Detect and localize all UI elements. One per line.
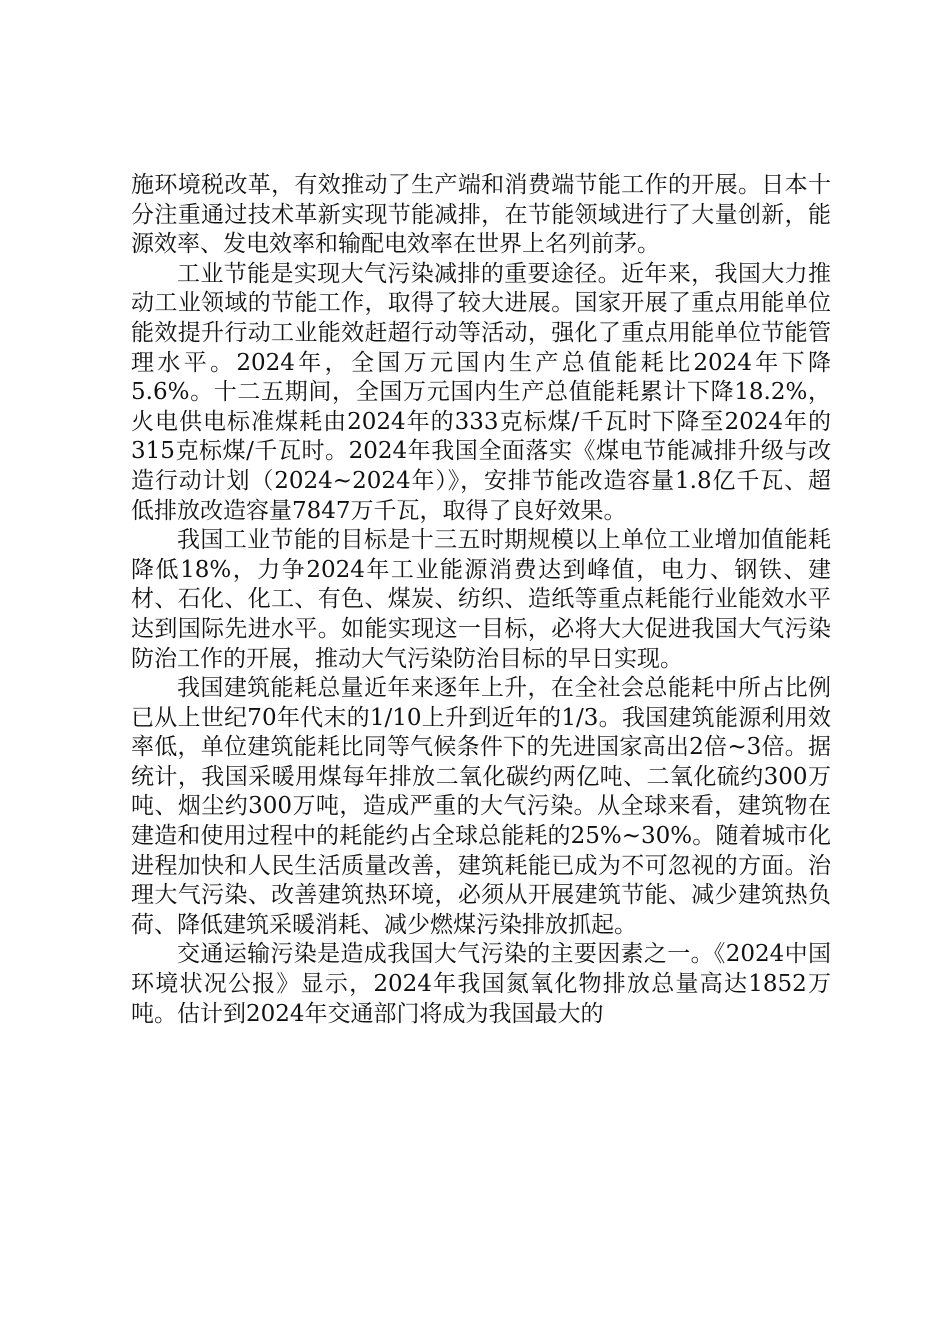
paragraph-industrial-energy-target: 我国工业节能的目标是十三五时期规模以上单位工业增加值能耗降低18%，力争2024年工业能源消费达到峰值，电力、钢铁、建材、石化、化工、有色、煤炭、纺织、造纸等重点耗能行业能效水平达到国际先进水平。如能实现这一目标，必将大大促进我国大气污染防治工作的开展，推动大气污染防治目标的早日实现。 (131, 527, 831, 672)
paragraph-building-energy: 我国建筑能耗总量近年来逐年上升，在全社会总能耗中所占比例已从上世纪70年代末的1/10上升到近年的1/3。我国建筑能源利用效率低，单位建筑能耗比同等气候条件下的先进国家高出2倍~3倍。据统计，我国采暖用煤每年排放二氧化碳约两亿吨、二氧化硫约300万吨、烟尘约300万吨，造成严重的大气污染。从全球来看，建筑物在建造和使用过程中的耗能约占全球总能耗的25%~30%。随着城市化进程加快和人民生活质量改善，建筑耗能已成为不可忽视的方面。治理大气污染、改善建筑热环境，必须从开展建筑节能、减少建筑热负荷、降低建筑采暖消耗、减少燃煤污染排放抓起。 (131, 675, 831, 938)
document-body (131, 171, 831, 1029)
paragraph-industrial-energy-saving: 工业节能是实现大气污染减排的重要途径。近年来，我国大力推动工业领域的节能工作，取得了较大进展。国家开展了重点用能单位能效提升行动工业能效赶超行动等活动，强化了重点用能单位节能管理水平。2024年，全国万元国内生产总值能耗比2024年下降5.6%。十二五期间，全国万元国内生产总值能耗累计下降18.2%，火电供电标准煤耗由2024年的333克标煤/千瓦时下降至2024年的315克标煤/千瓦时。2024年我国全面落实《煤电节能减排升级与改造行动计划（2024~2024年）》，安排节能改造容量1.8亿千瓦、超低排放改造容量7847万千瓦，取得了良好效果。 (131, 260, 831, 524)
paragraph-transport-pollution: 交通运输污染是造成我国大气污染的主要因素之一。《2024中国环境状况公报》显示，2024年我国氮氧化物排放总量高达1852万吨。估计到2024年交通部门将成为我国最大的 (131, 941, 831, 1027)
paragraph-environment-tax-japan: 施环境税改革，有效推动了生产端和消费端节能工作的开展。日本十分注重通过技术革新实现节能减排，在节能领域进行了大量创新，能源效率、发电效率和输配电效率在世界上名列前茅。 (131, 172, 831, 258)
